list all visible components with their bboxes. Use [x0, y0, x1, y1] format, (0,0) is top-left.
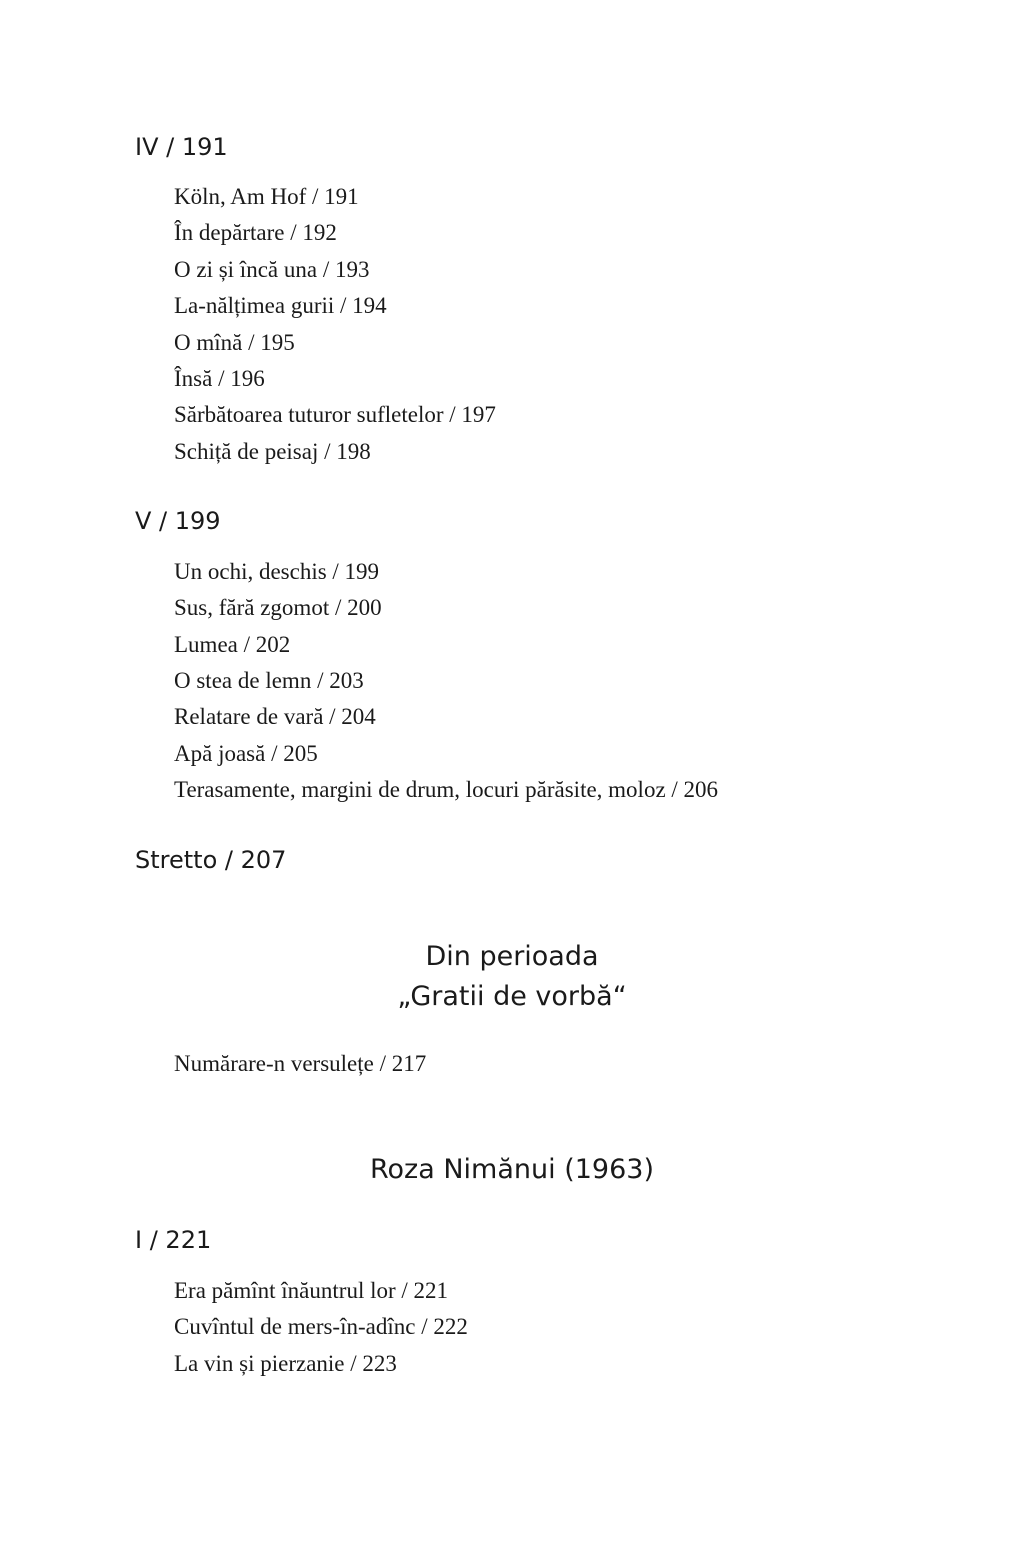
toc-entry: Lumea / 202 — [174, 632, 291, 657]
toc-entry: Köln, Am Hof / 191 — [174, 184, 359, 209]
toc-entry: Un ochi, deschis / 199 — [174, 559, 380, 584]
toc-entry: În depărtare / 192 — [174, 220, 337, 245]
toc-entry: Sus, fără zgomot / 200 — [174, 595, 382, 620]
toc-entry: Schiță de peisaj / 198 — [174, 439, 371, 464]
toc-heading-part-i: I / 221 — [135, 1226, 212, 1254]
toc-entry: O mînă / 195 — [174, 330, 295, 355]
section-title-gratii-line1: Din perioada — [425, 941, 599, 972]
section-title-roza: Roza Nimănui (1963) — [369, 1154, 654, 1185]
toc-entry: Apă joasă / 205 — [174, 741, 318, 766]
toc-heading-stretto: Stretto / 207 — [135, 846, 287, 874]
toc-heading-part-iv: IV / 191 — [135, 133, 228, 161]
toc-entry: La vin și pierzanie / 223 — [174, 1351, 397, 1376]
toc-entry: O stea de lemn / 203 — [174, 668, 364, 693]
toc-entry: O zi și încă una / 193 — [174, 257, 370, 282]
toc-entry: La-nălțimea gurii / 194 — [174, 293, 387, 318]
toc-entry: Numărare-n versulețe / 217 — [174, 1051, 427, 1076]
toc-entry: Relatare de vară / 204 — [174, 704, 376, 729]
toc-entry: Terasamente, margini de drum, locuri părăsite, moloz / 206 — [174, 777, 719, 802]
toc-entry: Era pămînt înăuntrul lor / 221 — [174, 1278, 449, 1303]
toc-heading-part-v: V / 199 — [135, 507, 221, 535]
toc-entry: Sărbătoarea tuturor sufletelor / 197 — [174, 402, 496, 427]
section-title-gratii-line2: „Gratii de vorbă“ — [397, 981, 627, 1012]
toc-entry: Cuvîntul de mers-în-adînc / 222 — [174, 1314, 468, 1339]
toc-entry: Însă / 196 — [174, 366, 265, 391]
